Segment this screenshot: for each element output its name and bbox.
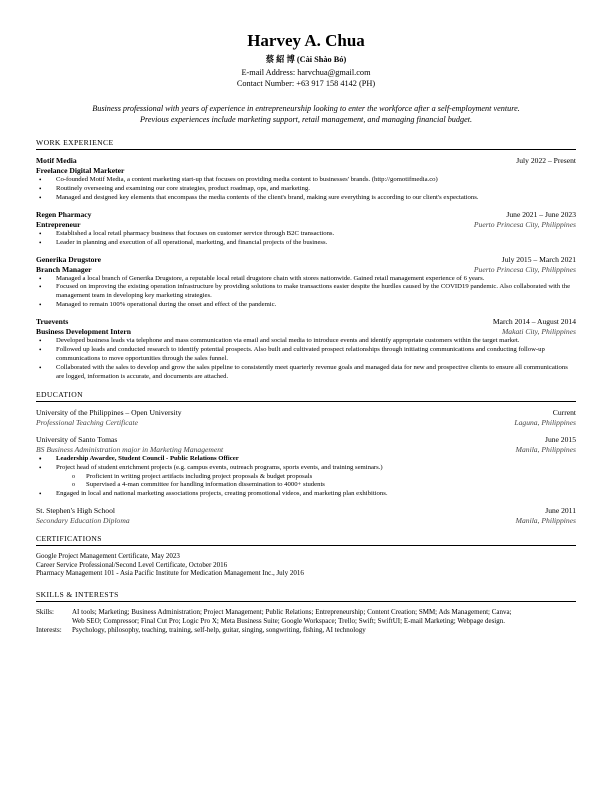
- summary-line: Previous experiences include marketing support, retail management, and managing financial budget.: [139, 115, 473, 124]
- company-name: Motif Media: [36, 156, 77, 165]
- skills-row: [36, 608, 576, 626]
- certification-item: Career Service Professional/Second Level Certificate, October 2016: [36, 560, 228, 569]
- list-item: • Managed a local branch of Generika Drugstore, a reputable local retail drugstore chain with stores nationwide. Gained retail management experience of 6 years.: [36, 275, 576, 284]
- list-item: • Developed business leads via telephone and mass communication via email and social media to introduce events and identify appropriate customers within the target market.: [36, 337, 576, 346]
- list-item: • Leadership Awardee, Student Council - Public Relations Officer: [36, 455, 576, 464]
- education-date: June 2011: [545, 506, 576, 516]
- list-item: • Engaged in local and national marketing associations projects, creating promotional videos, and marketing plan exhibitions.: [36, 490, 576, 499]
- certifications-section: [36, 534, 576, 578]
- job-role: Branch Manager: [36, 264, 92, 274]
- certification-item: Pharmacy Management 101 - Asia Pacific Institute for Medication Management Inc., July 2016: [36, 569, 304, 578]
- job-dates: July 2015 – March 2021: [501, 254, 576, 264]
- education-entry: [36, 435, 576, 500]
- resume-header: [36, 30, 576, 89]
- list-item: o Proficient in writing project artifacts including project proposals & budget proposals: [36, 473, 576, 482]
- skills-value: [72, 608, 512, 626]
- education-entry: [36, 408, 576, 428]
- section-title: EDUCATION: [36, 390, 576, 402]
- resume-page: [36, 30, 576, 635]
- list-item: • Managed to remain 100% operational during the onset and effect of the pandemic.: [36, 301, 576, 310]
- education-date: Current: [552, 407, 576, 417]
- degree: BS Business Administration major in Marketing Management: [36, 444, 224, 454]
- work-experience-section: [36, 138, 576, 382]
- job-role: Freelance Digital Marketer: [36, 166, 125, 175]
- section-title: WORK EXPERIENCE: [36, 138, 576, 150]
- job-location: Puerto Princesa City, Philippines: [473, 264, 576, 274]
- professional-summary: [36, 103, 576, 125]
- list-item: • Leader in planning and execution of all operational, marketing, and financial projects of the business.: [36, 239, 576, 248]
- list-item: • Co-founded Motif Media, a content marketing start-up that focuses on providing media content to businesses' brands. (http://gomotifmedia.co): [36, 176, 576, 185]
- job-entry: [36, 255, 576, 311]
- section-title: CERTIFICATIONS: [36, 534, 576, 546]
- list-item: o Supervised a 4-man committee for handling information dissemination to 4000+ students: [36, 481, 576, 490]
- interests-row: [36, 626, 576, 635]
- skills-line: Web SEO; Compressor; Final Cut Pro; Logic Pro X; Meta Business Suite; Google Workspace; Trello; Swift; SwiftUI; E-mail Marketing; Webpage design.: [72, 617, 505, 625]
- email-address: E-mail Address: harvchua@gmail.com: [241, 68, 371, 77]
- job-bullets: [36, 275, 576, 311]
- section-title: SKILLS & INTERESTS: [36, 590, 576, 602]
- contact-number: Contact Number: +63 917 158 4142 (PH): [236, 79, 376, 88]
- school-name: University of the Philippines – Open University: [36, 407, 182, 417]
- job-role: Business Development Intern: [36, 327, 131, 337]
- job-dates: July 2022 – Present: [516, 156, 576, 165]
- education-date: June 2015: [544, 434, 576, 444]
- list-item: • Project head of student enrichment projects (e.g. campus events, outreach programs, sports events, and training seminars.): [36, 464, 576, 473]
- chinese-name: 蔡 紹 博 (Cài Shào Bó): [265, 55, 347, 64]
- degree: Professional Teaching Certificate: [36, 417, 138, 427]
- list-item: • Collaborated with the sales to develop and grow the sales pipeline to consistently meet quarterly revenue goals and managed data for new and prospective clients to ensure all communications are logged, information is accurate, and documents are attached.: [36, 364, 576, 382]
- school-location: Manila, Philippines: [515, 444, 576, 454]
- list-item: • Established a local retail pharmacy business that focuses on customer service through B2C transactions.: [36, 230, 576, 239]
- job-location: Puerto Princesa City, Philippines: [473, 219, 576, 229]
- job-entry: [36, 156, 576, 203]
- list-item: • Followed up leads and conducted research to identify potential prospects. Also built and cultivated prospect relationships through initiating communications and conducting follow-up communications to move opportunities through the sales funnel.: [36, 346, 576, 364]
- job-location: Makati City, Philippines: [501, 327, 576, 337]
- company-name: Truevents: [36, 317, 69, 327]
- candidate-name: Harvey A. Chua: [247, 31, 365, 50]
- list-item: • Focused on improving the existing operation infrastructure by providing solutions to make transactions easier despite the hurdles caused by the COVID19 pandemic. Also collaborated with the management team in developing key marketing strategies.: [36, 283, 576, 301]
- company-name: Generika Drugstore: [36, 254, 102, 264]
- certification-item: Google Project Management Certificate, May 2023: [36, 552, 180, 561]
- school-location: Laguna, Philippines: [514, 417, 576, 427]
- degree: Secondary Education Diploma: [36, 516, 130, 526]
- job-dates: March 2014 – August 2014: [492, 317, 576, 327]
- list-item: • Routinely overseeing and examining our core strategies, product roadmap, ops, and marketing.: [36, 185, 576, 194]
- education-bullets: [36, 455, 576, 500]
- job-entry: [36, 317, 576, 382]
- summary-line: Business professional with years of experience in entrepreneurship looking to enter the workforce after a self-employment venture.: [92, 104, 520, 113]
- company-name: Regen Pharmacy: [36, 209, 92, 219]
- school-name: St. Stephen's High School: [36, 506, 115, 516]
- skills-section: [36, 590, 576, 635]
- interests-value: Psychology, philosophy, teaching, training, self-help, guitar, singing, songwriting, fishing, AI technology: [72, 626, 366, 634]
- job-bullets: [36, 230, 576, 248]
- interests-label: Interests:: [36, 626, 62, 634]
- school-name: University of Santo Tomas: [36, 434, 118, 444]
- skills-line: AI tools; Marketing; Business Administration; Project Management; Public Relations; Entrepreneurship; Content Creation; SMM; Ads Management; Canva;: [72, 608, 512, 616]
- education-entry: [36, 506, 576, 526]
- job-dates: June 2021 – June 2023: [506, 209, 576, 219]
- education-section: [36, 390, 576, 527]
- list-item: • Managed and designed key elements that encompass the media contents of the client's brand, making sure everything is according to our client's expectations.: [36, 194, 576, 203]
- job-entry: [36, 210, 576, 248]
- job-role: Entrepreneur: [36, 219, 81, 229]
- skills-label: Skills:: [36, 608, 54, 616]
- job-bullets: [36, 337, 576, 382]
- school-location: Manila, Philippines: [515, 516, 576, 526]
- job-bullets: [36, 176, 576, 203]
